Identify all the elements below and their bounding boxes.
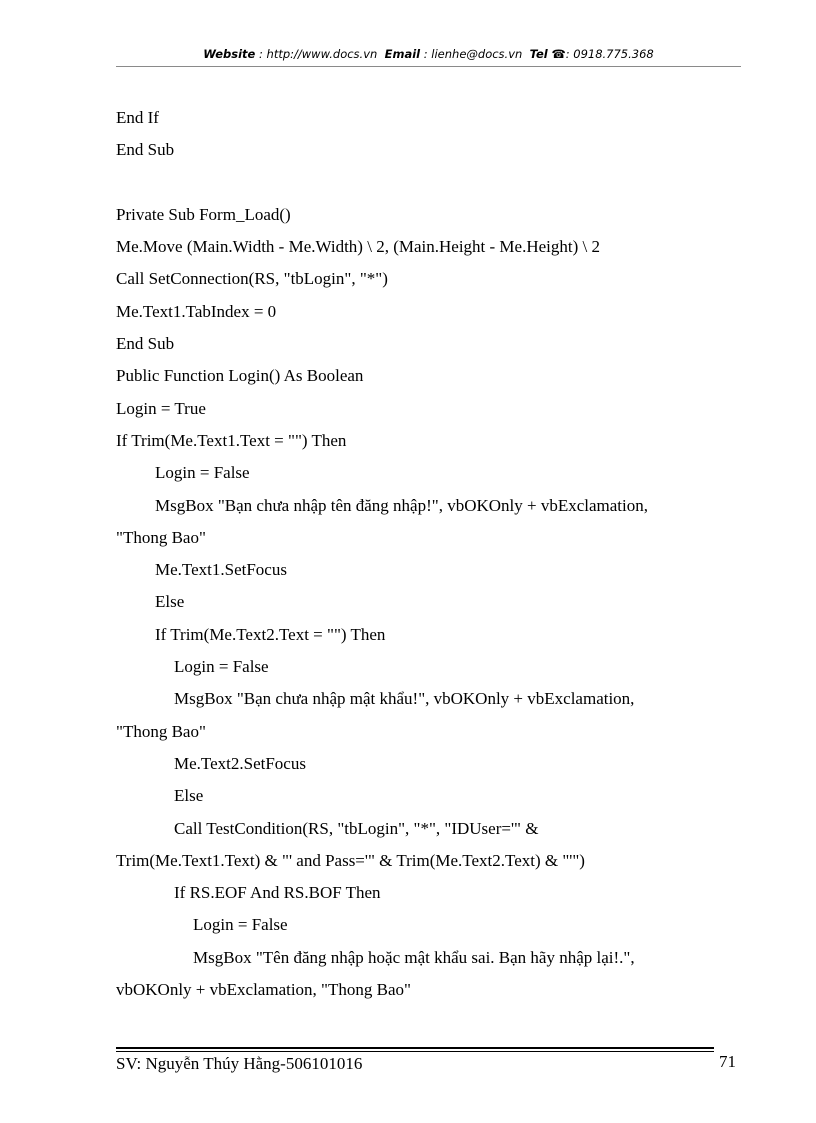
tel-value: : 0918.775.368: [565, 47, 654, 61]
email-value: : lienhe@docs.vn: [423, 47, 523, 61]
blank-line: [116, 167, 726, 199]
code-line: MsgBox "Tên đăng nhập hoặc mật khẩu sai. Bạn hãy nhập lại!.",: [193, 947, 635, 967]
website-label: Website: [203, 47, 256, 61]
code-line: Login = True: [116, 398, 206, 418]
code-line: Else: [174, 786, 204, 806]
tel-label: Tel: [529, 47, 548, 61]
page-header: [116, 47, 741, 67]
code-line: MsgBox "Bạn chưa nhập tên đăng nhập!", vbOKOnly + vbExclamation,: [155, 495, 649, 515]
code-line: Me.Text2.SetFocus: [174, 753, 306, 773]
code-line: Me.Text1.SetFocus: [155, 560, 287, 580]
header-divider: [116, 66, 741, 67]
code-line: Call SetConnection(RS, "tbLogin", "*"): [116, 269, 388, 289]
code-line: Call TestCondition(RS, "tbLogin", "*", "IDUser='" &: [174, 818, 539, 838]
code-line: "Thong Bao": [116, 721, 206, 741]
footer-divider-thick: [116, 1047, 714, 1049]
code-line: "Thong Bao": [116, 527, 206, 547]
code-line: If RS.EOF And RS.BOF Then: [174, 883, 381, 903]
phone-icon: ☎: [551, 47, 566, 61]
code-line: Me.Text1.TabIndex = 0: [116, 301, 277, 321]
code-line: Login = False: [155, 463, 250, 483]
code-line: Public Function Login() As Boolean: [116, 366, 364, 386]
code-line: End Sub: [116, 334, 175, 354]
code-line: If Trim(Me.Text2.Text = "") Then: [155, 624, 386, 644]
email-label: Email: [384, 47, 421, 61]
website-value: : http://www.docs.vn: [259, 47, 378, 61]
code-line: Me.Move (Main.Width - Me.Width) \ 2, (Main.Height - Me.Height) \ 2: [116, 237, 600, 257]
code-line: If Trim(Me.Text1.Text = "") Then: [116, 430, 347, 450]
code-line: Trim(Me.Text1.Text) & "' and Pass='" & Trim(Me.Text2.Text) & "'"): [116, 850, 585, 870]
code-line: End If: [116, 108, 159, 127]
code-line: Private Sub Form_Load(): [116, 204, 291, 224]
footer-divider-thin: [116, 1051, 714, 1052]
code-line: Else: [155, 592, 185, 612]
footer-author: SV: Nguyễn Thúy Hằng-506101016: [116, 1054, 363, 1073]
page-number: 71: [719, 1052, 736, 1071]
code-line: End Sub: [116, 140, 175, 160]
code-line: Login = False: [193, 915, 288, 935]
code-line: vbOKOnly + vbExclamation, "Thong Bao": [116, 980, 411, 1000]
code-line: Login = False: [174, 657, 269, 677]
code-line: MsgBox "Bạn chưa nhập mật khẩu!", vbOKOnly + vbExclamation,: [174, 689, 635, 709]
code-listing: [116, 102, 726, 1006]
